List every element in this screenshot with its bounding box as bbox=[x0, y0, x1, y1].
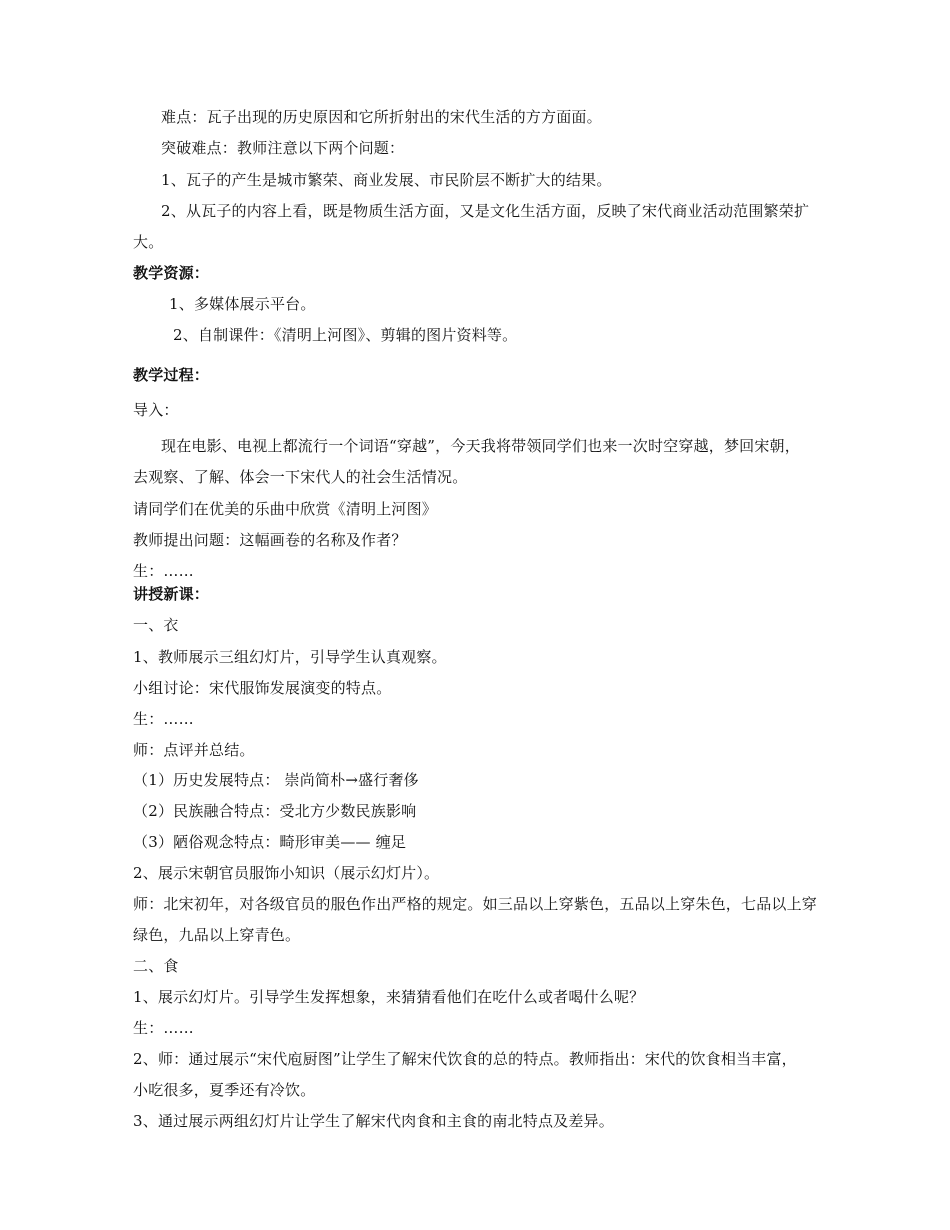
appreciation-line: 请同学们在优美的乐曲中欣赏《清明上河图》 bbox=[133, 500, 438, 518]
official-dress-paragraph-cont: 绿色，九品以上穿青色。 bbox=[133, 926, 301, 944]
food-step-2: 2、师：通过展示“宋代庖厨图”让学生了解宋代饮食的总的特点。教师指出：宋代的饮食相当丰富， bbox=[133, 1050, 797, 1068]
breakthrough-point-2-cont: 大。 bbox=[133, 233, 164, 251]
difficulty-line: 难点：瓦子出现的历史原因和它所折射出的宋代生活的方方面面。 bbox=[161, 108, 602, 126]
intro-paragraph: 现在电影、电视上都流行一个词语“穿越”，今天我将带领同学们也来一次时空穿越，梦回宋朝， bbox=[161, 437, 800, 455]
food-step-3: 3、通过展示两组幻灯片让学生了解宋代肉食和主食的南北特点及差异。 bbox=[133, 1112, 614, 1130]
summary-point-2: （2）民族融合特点：受北方少数民族影响 bbox=[133, 802, 417, 820]
summary-point-1: （1）历史发展特点： 崇尚简朴→盛行奢侈 bbox=[133, 771, 419, 789]
resource-item-2: 2、自制课件：《清明上河图》、剪辑的图片资料等。 bbox=[173, 326, 518, 344]
group-discussion: 小组讨论：宋代服饰发展演变的特点。 bbox=[133, 679, 392, 697]
student-answer-1: 生：…… bbox=[133, 562, 194, 580]
food-step-1: 1、展示幻灯片。引导学生发挥想象，来猜猜看他们在吃什么或者喝什么呢？ bbox=[133, 988, 645, 1006]
summary-point-3: （3）陋俗观念特点：畸形审美—— 缠足 bbox=[133, 833, 407, 851]
section-heading-resources: 教学资源： bbox=[133, 264, 210, 282]
teacher-question: 教师提出问题：这幅画卷的名称及作者？ bbox=[133, 531, 407, 549]
clothing-step-2: 2、展示宋朝官员服饰小知识（展示幻灯片）。 bbox=[133, 864, 440, 882]
section-heading-process: 教学过程： bbox=[133, 366, 210, 384]
resource-item-1: 1、多媒体展示平台。 bbox=[169, 295, 316, 313]
breakthrough-point-1: 1、瓦子的产生是城市繁荣、商业发展、市民阶层不断扩大的结果。 bbox=[161, 171, 612, 189]
intro-paragraph-cont: 去观察、了解、体会一下宋代人的社会生活情况。 bbox=[133, 468, 468, 486]
student-answer-3: 生：…… bbox=[133, 1019, 194, 1037]
food-step-2-cont: 小吃很多，夏季还有冷饮。 bbox=[133, 1081, 316, 1099]
section-heading-new-lesson: 讲授新课： bbox=[133, 585, 210, 603]
teacher-summary: 师：点评并总结。 bbox=[133, 741, 255, 759]
subsection-food: 二、食 bbox=[133, 957, 179, 975]
breakthrough-line: 突破难点：教师注意以下两个问题： bbox=[161, 139, 405, 157]
intro-label: 导入： bbox=[133, 401, 179, 419]
clothing-step-1: 1、教师展示三组幻灯片，引导学生认真观察。 bbox=[133, 648, 447, 666]
subsection-clothing: 一、衣 bbox=[133, 616, 179, 634]
breakthrough-point-2: 2、从瓦子的内容上看，既是物质生活方面，又是文化生活方面，反映了宋代商业活动范围繁荣扩 bbox=[161, 202, 810, 220]
official-dress-paragraph: 师：北宋初年，对各级官员的服色作出严格的规定。如三品以上穿紫色，五品以上穿朱色，七品以上穿 bbox=[133, 895, 818, 913]
student-answer-2: 生：…… bbox=[133, 710, 194, 728]
